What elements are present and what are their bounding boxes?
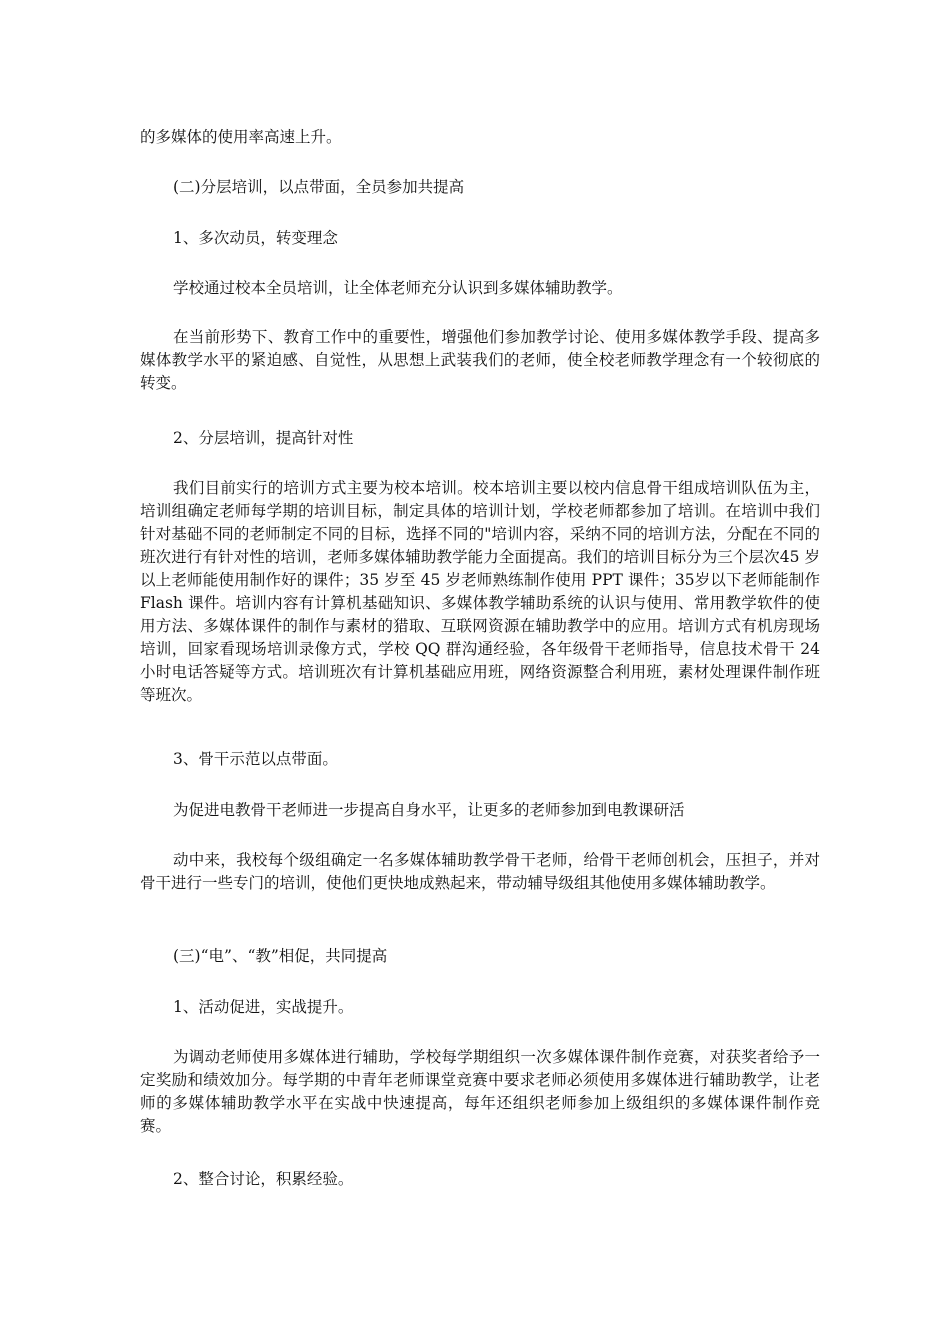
section-heading-2: (二)分层培训，以点带面，全员参加共提高: [173, 178, 465, 196]
paragraph: 动中来，我校每个级组确定一名多媒体辅助教学骨干老师，给骨干老师创机会，压担子，并对骨干进行一些专门的培训，使他们更快地成熟起来，带动辅导级组其他使用多媒体辅助教学。: [140, 851, 820, 892]
paragraph: 为调动老师使用多媒体进行辅助，学校每学期组织一次多媒体课件制作竞赛，对获奖者给予一定奖励和绩效加分。每学期的中青年老师课堂竞赛中要求老师必须使用多媒体进行辅助教学，让老师的多媒体辅助教学水平在实战中快速提高，每年还组织老师参加上级组织的多媒体课件制作竞赛。: [140, 1048, 820, 1135]
paragraph: 学校通过校本全员培训，让全体老师充分认识到多媒体辅助教学。: [173, 279, 623, 297]
subheading-1: 1、活动促进，实战提升。: [173, 998, 354, 1016]
subheading-2: 2、整合讨论，积累经验。: [173, 1170, 354, 1188]
subheading-1: 1、多次动员，转变理念: [173, 229, 338, 247]
paragraph: 我们目前实行的培训方式主要为校本培训。校本培训主要以校内信息骨干组成培训队伍为主，培训组确定老师每学期的培训目标，制定具体的培训计划，学校老师都参加了培训。在培训中我们针对基础不同的老师制定不同的目标，选择不同的"培训内容，采纳不同的培训方法，分配在不同的班次进行有针对性的培训，老师多媒体辅助教学能力全面提高。我们的培训目标分为三个层次45 岁以上老师能使用制作好的课件；35 岁至 45 岁老师熟练制作使用 PPT 课件；35岁以下老师能制作 Flash 课件。培训内容有计算机基础知识、多媒体教学辅助系统的认识与使用、常用教学软件的使用方法、多媒体课件的制作与素材的猎取、互联网资源在辅助教学中的应用。培训方式有机房现场培训，回家看现场培训录像方式，学校 QQ 群沟通经验，各年级骨干老师指导，信息技术骨干 24 小时电话答疑等方式。培训班次有计算机基础应用班，网络资源整合利用班，素材处理课件制作班等班次。: [140, 479, 820, 704]
paragraph: 在当前形势下、教育工作中的重要性，增强他们参加教学讨论、使用多媒体教学手段、提高多媒体教学水平的紧迫感、自觉性，从思想上武装我们的老师，使全校老师教学理念有一个较彻底的转变。: [140, 328, 820, 392]
subheading-2: 2、分层培训，提高针对性: [173, 429, 354, 447]
subheading-3: 3、骨干示范以点带面。: [173, 750, 338, 768]
section-heading-3: (三)“电”、“教”相促，共同提高: [173, 947, 388, 965]
paragraph: 为促进电教骨干老师进一步提高自身水平，让更多的老师参加到电教课研活: [173, 801, 685, 819]
paragraph-continuation: 的多媒体的使用率高速上升。: [140, 128, 342, 146]
